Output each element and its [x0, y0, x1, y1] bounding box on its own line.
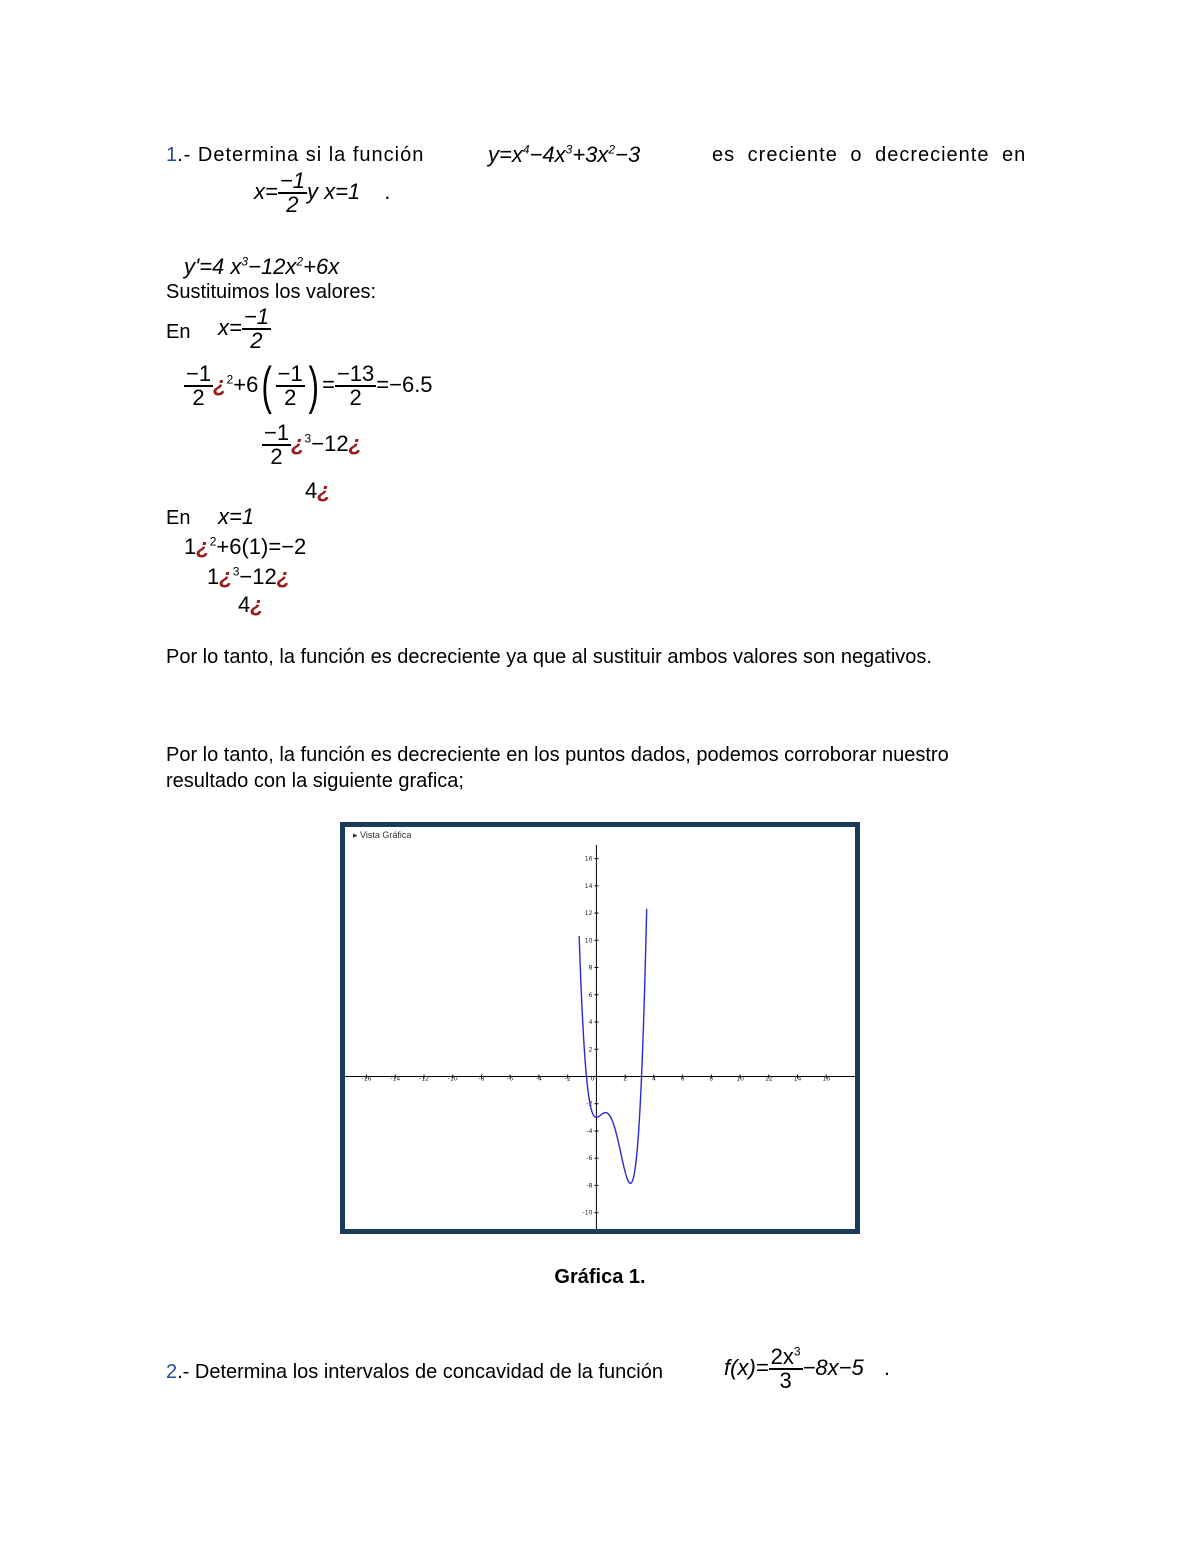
- p2-num-exp: 3: [793, 1344, 801, 1359]
- fn-e3: 3: [565, 142, 573, 157]
- plot-canvas[interactable]: [345, 827, 855, 1229]
- c1l2-rest: −12: [311, 430, 349, 456]
- x-tick-label: 6: [680, 1075, 685, 1083]
- conclusion-2-line-1: Por lo tanto, la función es decreciente en los puntos dados, podemos corroborar nuestro: [166, 744, 949, 766]
- c2l1-a: 1: [184, 534, 197, 559]
- c1l2-i2: ¿: [348, 430, 363, 456]
- fn-y: y: [488, 142, 499, 167]
- c1l1-den3: 2: [349, 385, 362, 410]
- c2l2-a: 1: [207, 564, 220, 589]
- c2l1-i: ¿: [196, 534, 210, 559]
- c1l2-den: 2: [270, 444, 283, 469]
- graph-view-title: Vista Gráfica: [360, 830, 412, 840]
- case1-line3: [305, 478, 331, 504]
- y-tick-label: 14: [584, 882, 593, 890]
- pts-lhs: x=: [254, 178, 278, 204]
- x-tick-label: -4: [535, 1075, 542, 1083]
- case1-num: −1: [243, 304, 269, 329]
- triangle-right-icon[interactable]: ▸: [353, 830, 358, 840]
- c1l1-num2: −1: [277, 361, 303, 386]
- left-paren: (: [261, 357, 273, 415]
- graph-view[interactable]: [340, 822, 860, 1234]
- problem-2-number: 2: [166, 1361, 178, 1383]
- case1-en: En: [166, 321, 191, 343]
- x-tick-label: 16: [822, 1075, 831, 1083]
- deriv-t3: +6x: [303, 254, 340, 279]
- problem-1-intro: [166, 143, 424, 167]
- fn-t3: +3x: [572, 142, 609, 167]
- c1l3-i: ¿: [317, 478, 331, 503]
- x-tick-label: -16: [361, 1075, 372, 1083]
- y-tick-label: -4: [586, 1127, 593, 1135]
- y-tick-label: -10: [582, 1209, 593, 1217]
- pts-den: 2: [286, 192, 299, 217]
- p2-period: .: [883, 1354, 890, 1380]
- x-tick-label: 4: [651, 1075, 656, 1083]
- y-tick-label: 4: [588, 1019, 593, 1027]
- c1l1-e1: 2: [226, 372, 234, 387]
- c1l1-eq: =: [322, 371, 335, 397]
- c1l3-val: 4: [305, 478, 318, 503]
- c2l2-i2: ¿: [276, 564, 291, 589]
- c1l2-e: 3: [304, 431, 312, 446]
- c2l3-i: ¿: [250, 592, 264, 617]
- axes: [345, 845, 855, 1229]
- c1l1-plus6: +6: [233, 371, 259, 397]
- conclusion-1: Por lo tanto, la función es decreciente ya que al sustituir ambos valores son negativos.: [166, 646, 932, 668]
- p2-fraction: [769, 1346, 803, 1392]
- p2-rest: −8x−5: [802, 1354, 864, 1380]
- problem-1-function: [488, 142, 640, 168]
- x-tick-label: -10: [447, 1075, 458, 1083]
- c1l1-result: =−6.5: [376, 371, 433, 397]
- c2l2-rest: −12: [239, 564, 277, 589]
- fn-t4: −3: [615, 142, 641, 167]
- x-tick-label: -2: [564, 1075, 571, 1083]
- y-tick-label: -8: [586, 1182, 593, 1190]
- fn-t2: −4x: [529, 142, 566, 167]
- c1l2-frac: [262, 422, 291, 468]
- case2-line1: [184, 534, 306, 560]
- case2-line3: [238, 592, 264, 618]
- c1l1-frac2: [276, 363, 305, 409]
- x-tick-label: 12: [764, 1075, 773, 1083]
- problem-2-intro-text: .- Determina los intervalos de concavidad de la función: [177, 1361, 663, 1383]
- c1l1-num1: −1: [186, 361, 212, 386]
- fn-eq: =x: [499, 142, 523, 167]
- y-tick-label: -2: [586, 1100, 593, 1108]
- case2-line2: [207, 564, 290, 590]
- c1l1-den1: 2: [192, 385, 205, 410]
- x-tick-label: 2: [623, 1075, 628, 1083]
- case1-fraction: [242, 306, 271, 352]
- c2l2-e: 3: [232, 564, 240, 579]
- c1l1-num3: −13: [336, 361, 375, 386]
- y-tick-label: 16: [584, 855, 593, 863]
- c2l3-val: 4: [238, 592, 251, 617]
- c1l2-i: ¿: [291, 430, 305, 456]
- y-tick-label: 10: [584, 937, 593, 945]
- deriv-t2: −12x: [248, 254, 297, 279]
- c1l1-den2: 2: [284, 385, 297, 410]
- p2-num: 2x: [770, 1344, 794, 1369]
- graph-caption: Gráfica 1.: [554, 1266, 646, 1288]
- right-paren: ): [308, 357, 319, 415]
- x-tick-label: -14: [390, 1075, 401, 1083]
- c1l1-frac1: [184, 363, 213, 409]
- problem-1-points: [254, 170, 390, 216]
- pts-period: .: [384, 178, 391, 204]
- conclusion-2-line-2: resultado con la siguiente grafica;: [166, 770, 464, 792]
- case2-en: En: [166, 507, 191, 529]
- problem-2-function: [724, 1346, 890, 1392]
- x-tick-label: -6: [507, 1075, 514, 1083]
- c2l2-i: ¿: [219, 564, 233, 589]
- x-tick-label: -12: [419, 1075, 429, 1083]
- deriv-e2: 2: [296, 254, 304, 269]
- problem-1-intro-text: .- Determina si la función: [177, 144, 425, 166]
- case2-x: x=1: [218, 504, 255, 529]
- x-tick-label: 14: [793, 1075, 802, 1083]
- p2-num-wrap: [769, 1346, 803, 1370]
- deriv-e1: 3: [241, 254, 249, 269]
- x-tick-label: 8: [709, 1075, 714, 1083]
- pts-fraction: [278, 170, 307, 216]
- substitute-label: Sustituimos los valores:: [166, 281, 377, 303]
- c1l1-i1: ¿: [213, 371, 227, 397]
- c1l2-num: −1: [264, 420, 290, 445]
- case1-den: 2: [250, 328, 263, 353]
- x-tick-label: -8: [478, 1075, 485, 1083]
- problem-1-suffix: es creciente o decreciente en: [712, 144, 1027, 166]
- p2-lhs: f(x)=: [724, 1354, 769, 1380]
- pts-num: −1: [279, 168, 305, 193]
- y-tick-label: 2: [588, 1046, 593, 1054]
- p2-den: 3: [779, 1368, 792, 1393]
- case1-line2: [262, 422, 362, 468]
- c2l1-rest: +6(1)=−2: [216, 534, 307, 559]
- y-tick-label: 8: [588, 964, 593, 972]
- case1-lhs: x=: [218, 314, 242, 340]
- pts-rest: y x=1: [306, 178, 361, 204]
- c1l1-frac3: [335, 363, 376, 409]
- problem-1-number: 1: [166, 144, 178, 166]
- y-tick-label: -6: [586, 1155, 593, 1163]
- case1-line1: [184, 357, 433, 415]
- x-tick-label: 10: [736, 1075, 744, 1083]
- deriv-lhs: y'=4 x: [184, 254, 242, 279]
- y-tick-label: 12: [584, 910, 593, 918]
- case1-x: [218, 306, 271, 352]
- problem-2-intro: [166, 1360, 663, 1384]
- x-tick-label: 0: [590, 1075, 595, 1083]
- fn-e2: 2: [608, 142, 616, 157]
- y-tick-label: 6: [588, 991, 593, 999]
- c2l1-e: 2: [209, 534, 217, 549]
- fn-e4: 4: [522, 142, 530, 157]
- derivative: [184, 254, 339, 280]
